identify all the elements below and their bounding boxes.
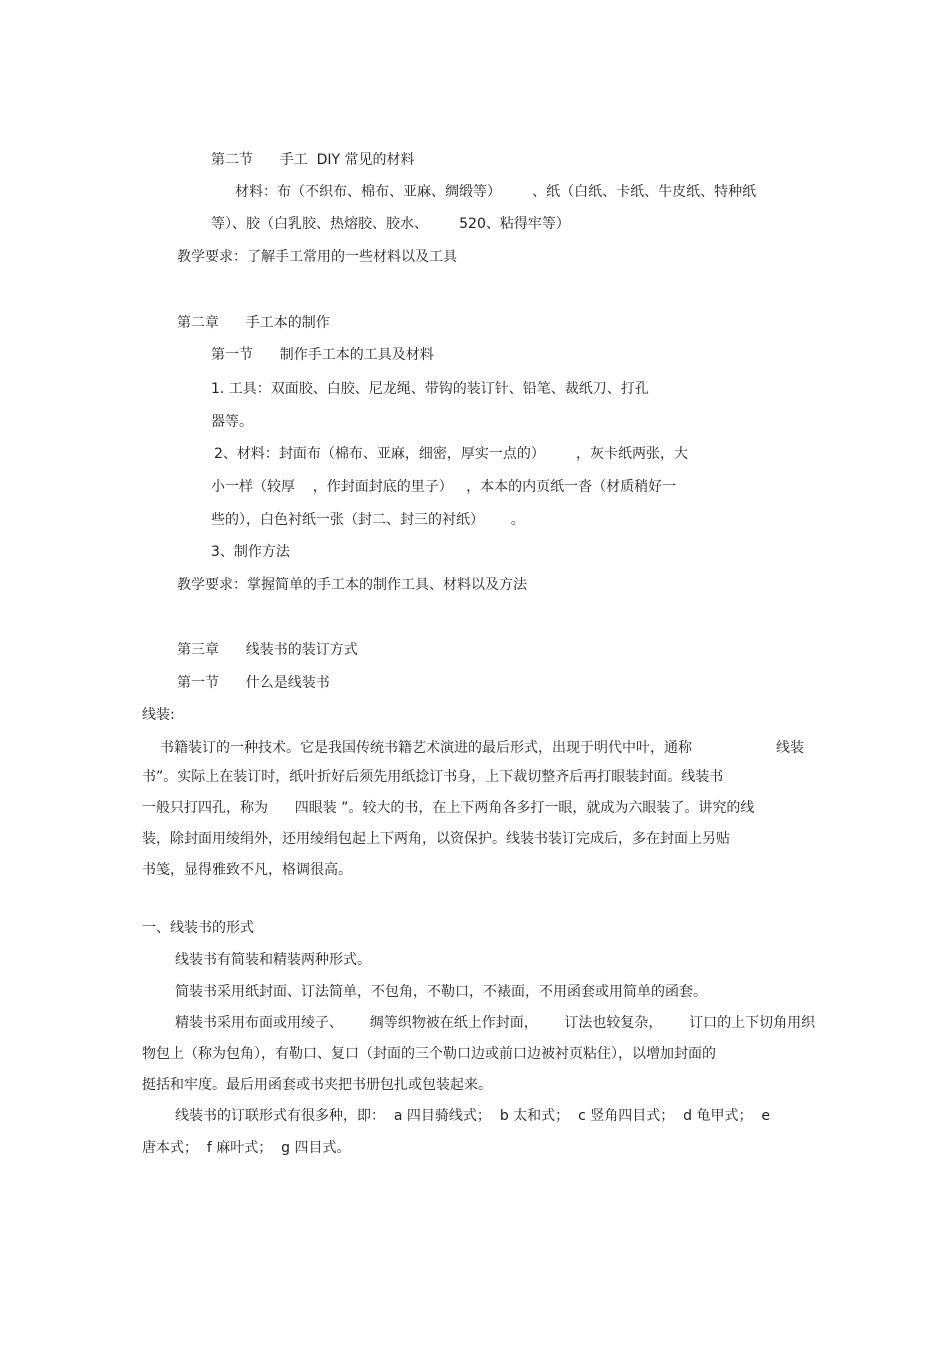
tools-line-1: 1. 工具：双面胶、白胶、尼龙绳、带钩的装订针、铅笔、裁纸刀、打孔 [211,381,649,397]
paragraph-1-line-1: 书籍装订的一种技术。它是我国传统书籍艺术演进的最后形式，出现于明代中叶，通称 [160,740,692,756]
method-line: 3、制作方法 [211,544,290,560]
forms-line-2: 简装书采用纸封面、订法简单，不包角，不勒口，不裱面，不用函套或用简单的函套。 [175,984,707,1000]
section-2-heading: 第二节 手工 DIY 常见的材料 [211,152,415,168]
materials-list-line-2: 小一样（较厚 ，作封面封底的里子） ，本本的内页纸一沓（材质稍好一 [211,479,677,495]
paragraph-1-line-4: 装，除封面用绫绢外，还用绫绢包起上下两角，以资保护。线装书装订完成后，多在封面上另贴 [142,831,730,847]
paragraph-1-line-3: 一般只打四孔，称为 四眼装 ”。较大的书，在上下两角各多打一眼，就成为六眼装了。讲究的线 [142,800,755,816]
paragraph-1-line-5: 书笺，显得雅致不凡，格调很高。 [142,862,352,878]
materials-line-1: 材料：布（不织布、棉布、亚麻、绸缎等） 、纸（白纸、卡纸、牛皮纸、特种纸 [235,184,757,200]
chapter-3-section-1-heading: 第一节 什么是线装书 [177,675,330,691]
subsection-forms-heading: 一、线装书的形式 [142,920,254,936]
forms-line-3: 精装书采用布面或用绫子、 绸等织物被在纸上作封面， 订法也较复杂， 订口的上下切角用织 [175,1015,816,1031]
materials-line-2: 等）、胶（白乳胶、热熔胶、胶水、 520、粘得牢等） [211,216,570,232]
forms-line-5: 挺括和牢度。最后用函套或书夹把书册包扎或包装起来。 [142,1077,492,1093]
teaching-requirement-1: 教学要求：了解手工常用的一些材料以及工具 [177,249,457,265]
thread-binding-label: 线装: [142,707,175,723]
paragraph-1-line-1-end: 线装 [776,740,804,756]
materials-list-line-3: 些的），白色衬纸一张（封二、封三的衬纸） 。 [211,512,525,528]
binding-styles-line-2: 唐本式； f 麻叶式； g 四目式。 [142,1140,351,1156]
tools-line-2: 器等。 [211,414,253,430]
forms-line-4: 物包上（称为包角），有勒口、复口（封面的三个勒口边或前口边被衬页粘住），以增加封面的 [142,1046,716,1062]
chapter-2-section-1-heading: 第一节 制作手工本的工具及材料 [211,347,434,363]
chapter-3-heading: 第三章 线装书的装订方式 [177,642,358,658]
teaching-requirement-2: 教学要求：掌握简单的手工本的制作工具、材料以及方法 [177,577,527,593]
chapter-2-heading: 第二章 手工本的制作 [177,315,330,331]
paragraph-1-line-2: 书”。实际上在装订时，纸叶折好后须先用纸捻订书身，上下裁切整齐后再打眼装封面。线装书 [142,769,724,785]
forms-line-1: 线装书有简装和精装两种形式。 [175,952,371,968]
materials-list-line-1: 2、材料：封面布（棉布、亚麻，细密，厚实一点的） ，灰卡纸两张，大 [214,446,689,462]
binding-styles-line-1: 线装书的订联形式有很多种，即： a 四目骑线式； b 太和式； c 竖角四目式； d 龟甲式； e [175,1108,770,1124]
